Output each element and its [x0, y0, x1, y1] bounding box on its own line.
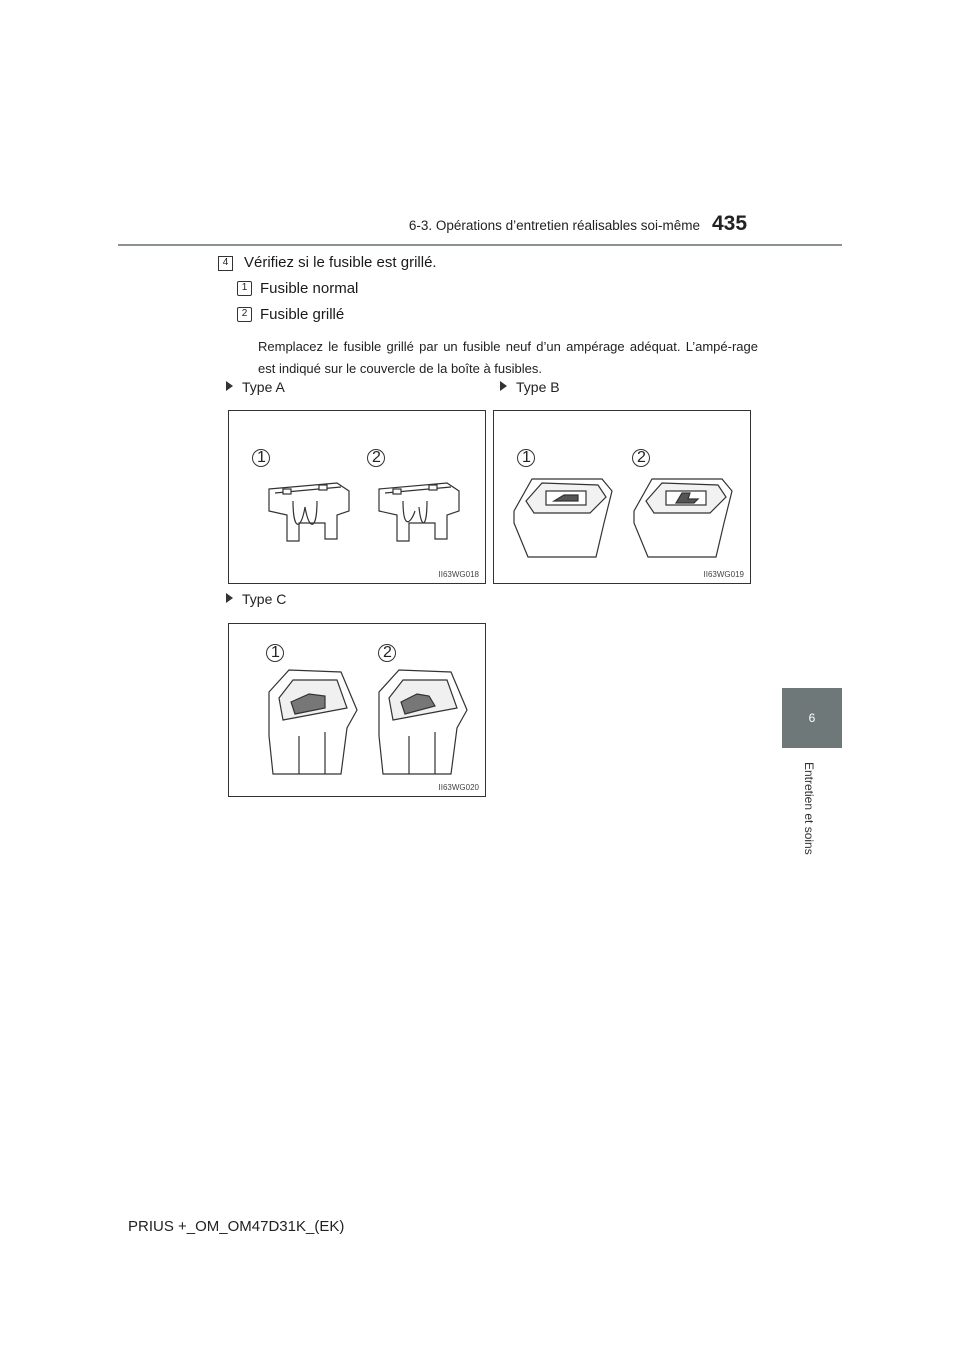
item-label-normal: Fusible normal [260, 280, 359, 297]
figure-type-b [493, 410, 751, 584]
step-number-box: 4 [218, 256, 233, 271]
figure-type-c [228, 623, 486, 797]
jcase-fuse-illustration [229, 624, 485, 796]
chapter-number: 6 [808, 711, 816, 725]
callout-1: 1 [253, 449, 262, 467]
callout-1: 1 [518, 449, 527, 467]
triangle-bullet-icon [226, 381, 233, 391]
blade-fuse-illustration [229, 411, 485, 583]
page-number: 435 [712, 212, 748, 235]
document-id: PRIUS +_OM_OM47D31K_(EK) [128, 1218, 345, 1235]
type-b-label: Type B [500, 379, 560, 395]
figure-type-a [228, 410, 486, 584]
callout-1: 1 [267, 644, 276, 662]
step-instruction: Vérifiez si le fusible est grillé. [244, 254, 437, 271]
chapter-side-label [800, 762, 820, 922]
callout-2: 2 [379, 644, 388, 662]
type-c-label: Type C [226, 591, 286, 607]
chapter-label: Entretien et soins [802, 762, 816, 855]
callout-2: 2 [633, 449, 642, 467]
figure-code: II63WG020 [438, 783, 479, 792]
item-marker-2: 2 [237, 307, 251, 321]
replacement-note: Remplacez le fusible grillé par un fusible neuf d’un ampérage adéquat. L’ampé-rage est indiqué sur le couvercle de la boîte à fusibles. [258, 339, 758, 376]
figure-code: II63WG019 [703, 570, 744, 579]
item-label-blown: Fusible grillé [260, 306, 345, 323]
cartridge-fuse-illustration [494, 411, 750, 583]
type-a-label: Type A [226, 379, 285, 395]
triangle-bullet-icon [226, 593, 233, 603]
item-marker-1: 1 [237, 281, 251, 295]
callout-2: 2 [368, 449, 377, 467]
section-title: 6-3. Opérations d’entretien réalisables soi-même [408, 218, 700, 233]
header-divider [118, 244, 842, 246]
chapter-tab [782, 688, 842, 748]
triangle-bullet-icon [500, 381, 507, 391]
figure-code: II63WG018 [438, 570, 479, 579]
